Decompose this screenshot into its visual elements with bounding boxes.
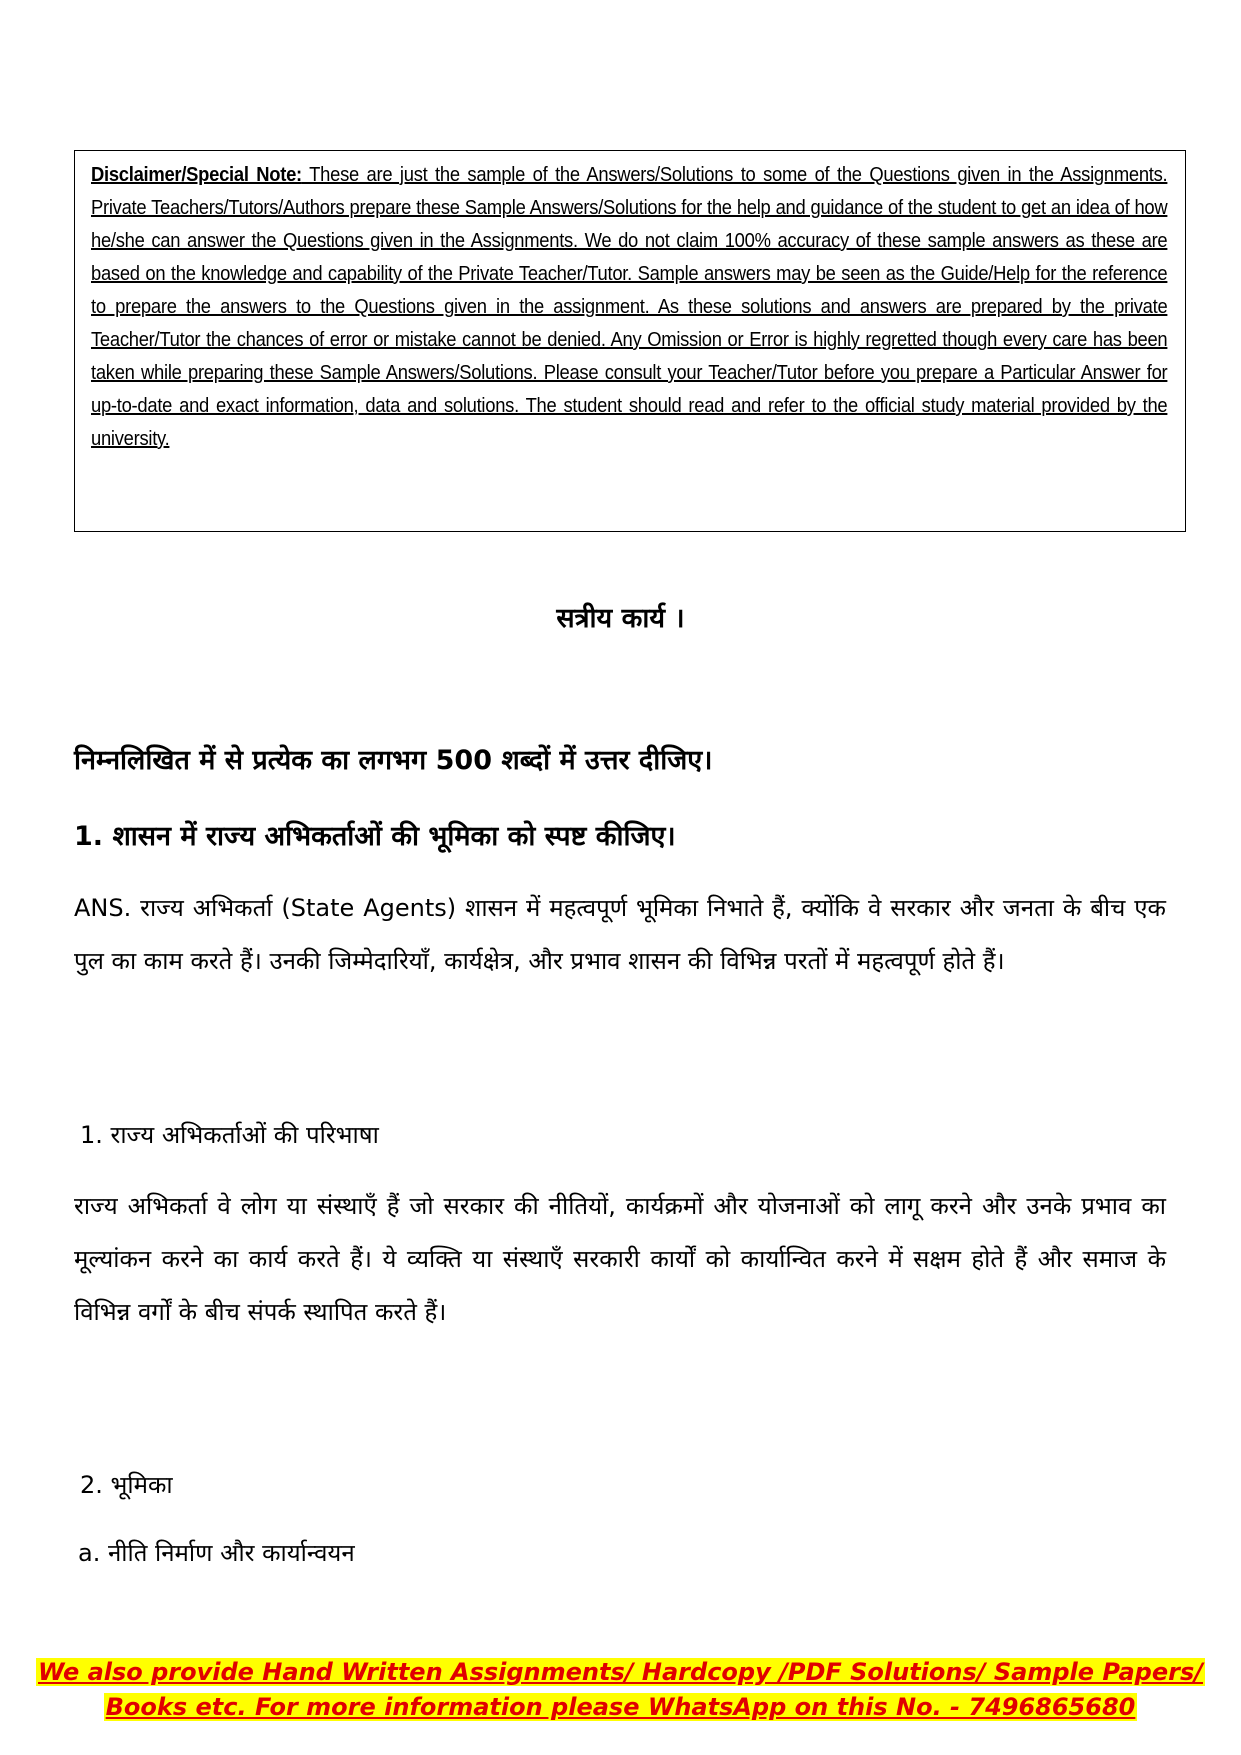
- section-heading-role: 2. भूमिका: [80, 1471, 173, 1499]
- footer-line-1: We also provide Hand Written Assignments/ Hardcopy /PDF Solutions/ Sample Papers/: [38, 1658, 1203, 1686]
- question-heading: 1. शासन में राज्य अभिकर्ताओं की भूमिका को स्पष्ट कीजिए।: [74, 821, 676, 852]
- section-heading-definition: 1. राज्य अभिकर्ताओं की परिभाषा: [80, 1121, 379, 1149]
- answer-intro-paragraph: ANS. राज्य अभिकर्ता (State Agents) शासन में महत्वपूर्ण भूमिका निभाते हैं, क्योंकि वे सरकार और जनता के बीच एक पुल का काम करते हैं। उनकी जिम्मेदारियाँ, कार्यक्षेत्र, और प्रभाव शासन की विभिन्न परतों में महत्वपूर्ण होते हैं।: [74, 894, 1166, 975]
- disclaimer-body: These are just the sample of the Answers/Solutions to some of the Questions given in the Assignments. Private Teachers/Tutors/Authors prepare these Sample Answers/Solutions for the help and guidance of the student to get an idea of how he/she can answer the Questions given in the Assignments. We do not claim 100% accuracy of these sample answers as these are based on the knowledge and capability of the Private Teacher/Tutor. Sample answers may be seen as the Guide/Help for the reference to prepare the answers to the Questions given in the assignment. As these solutions and answers are prepared by the private Teacher/Tutor the chances of error or mistake cannot be denied. Any Omission or Error is highly regretted though every care has been taken while preparing these Sample Answers/Solutions. Please consult your Teacher/Tutor before you prepare a Particular Answer for up-to-date and exact information, data and solutions. The student should read and refer to the official study material provided by the university.: [91, 164, 1168, 450]
- subsection-heading-policy: a. नीति निर्माण और कार्यान्वयन: [78, 1539, 355, 1567]
- instruction-heading: निम्नलिखित में से प्रत्येक का लगभग 500 शब्दों में उत्तर दीजिए।: [74, 745, 713, 776]
- definition-paragraph: राज्य अभिकर्ता वे लोग या संस्थाएँ हैं जो सरकार की नीतियों, कार्यक्रमों और योजनाओं को लागू करने और उनके प्रभाव का मूल्यांकन करने का कार्य करते हैं। ये व्यक्ति या संस्थाएँ सरकारी कार्यों को कार्यान्वित करने में सक्षम होते हैं और समाज के विभिन्न वर्गों के बीच संपर्क स्थापित करते हैं।: [74, 1192, 1166, 1326]
- page-title: सत्रीय कार्य ।: [556, 603, 685, 634]
- footer-line-2: Books etc. For more information please WhatsApp on this No. - 7496865680: [105, 1693, 1136, 1721]
- footer-promo: [0, 1655, 1241, 1725]
- disclaimer-box: [74, 150, 1186, 532]
- disclaimer-label: Disclaimer/Special Note:: [91, 164, 302, 186]
- disclaimer-text: [91, 159, 1167, 456]
